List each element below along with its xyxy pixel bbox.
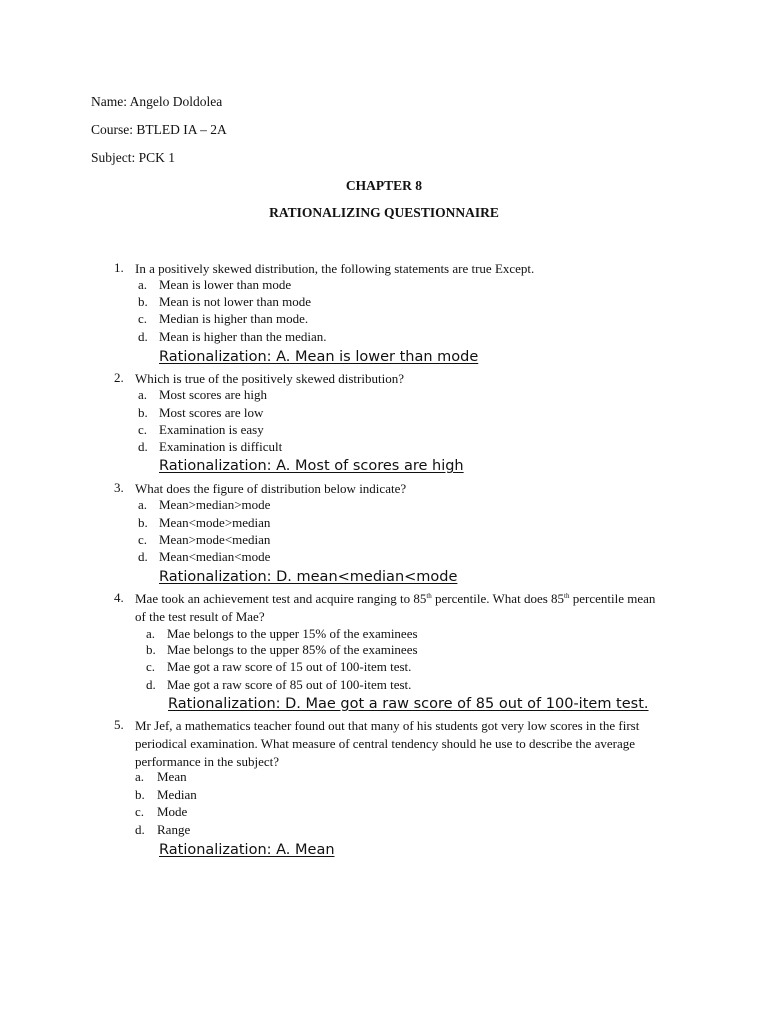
option-letter: b.	[138, 405, 148, 420]
question-text: Mr Jef, a mathematics teacher found out that many of his students got very low scores in the first periodical examination. What measure of central tendency should he use to describe the average performance in the subject?	[135, 718, 640, 769]
option-text: Most scores are high	[159, 387, 267, 402]
option-text: Mae belongs to the upper 85% of the examinees	[167, 642, 418, 657]
rationalization: Rationalization: A. Mean	[159, 842, 335, 858]
ordinal-suffix: th	[564, 592, 570, 600]
option-letter: d.	[138, 329, 148, 344]
option-text: Mode	[157, 804, 188, 819]
option-letter: a.	[138, 277, 148, 292]
option-letter: d.	[138, 439, 148, 454]
question-text: Which is true of the positively skewed distribution?	[135, 371, 404, 386]
chapter-heading: CHAPTER 8	[345, 178, 423, 193]
option-letter: b.	[146, 642, 156, 657]
option-text: Mean is not lower than mode	[159, 294, 311, 309]
option-text: Mean>mode<median	[159, 532, 271, 547]
option-text: Mean is lower than mode	[159, 277, 292, 292]
option-letter: c.	[135, 804, 145, 819]
ordinal-suffix: th	[426, 592, 432, 600]
option-letter: c.	[138, 532, 148, 547]
option-text: Mae got a raw score of 85 out of 100-item test.	[167, 677, 412, 692]
option-letter: b.	[135, 787, 145, 802]
option-text: Mean is higher than the median.	[159, 329, 327, 344]
option-text: Range	[157, 822, 191, 837]
option-text: Examination is difficult	[159, 439, 283, 454]
rationalization: Rationalization: A. Mean is lower than mode	[159, 349, 479, 365]
option-letter: c.	[138, 311, 148, 326]
subject-line: Subject: PCK 1	[91, 150, 176, 165]
rationalization: Rationalization: A. Most of scores are high	[159, 458, 464, 474]
option-letter: a.	[135, 769, 145, 784]
question-text-part: Mae took an achievement test and acquire ranging to 85	[135, 591, 427, 606]
course-line: Course: BTLED IA – 2A	[91, 122, 227, 137]
rationalization: Rationalization: D. Mae got a raw score of 85 out of 100-item test.	[168, 696, 649, 712]
option-text: Mae got a raw score of 15 out of 100-item test.	[167, 659, 412, 674]
document-title: RATIONALIZING QUESTIONNAIRE	[269, 205, 499, 220]
option-text: Most scores are low	[159, 405, 264, 420]
question-text-part: percentile mean of the test result of Mae?	[135, 591, 656, 624]
question-text-part: percentile. What does 85	[431, 591, 565, 606]
option-text: Median	[157, 787, 197, 802]
question-number: 3.	[114, 480, 124, 495]
option-text: Mae belongs to the upper 15% of the examinees	[167, 626, 418, 641]
option-text: Examination is easy	[159, 422, 264, 437]
option-letter: c.	[146, 659, 156, 674]
option-text: Mean<median<mode	[159, 549, 271, 564]
option-text: Median is higher than mode.	[159, 311, 309, 326]
option-text: Mean>median>mode	[159, 497, 271, 512]
option-text: Mean	[157, 769, 187, 784]
option-letter: c.	[138, 422, 148, 437]
question-text: In a positively skewed distribution, the following statements are true Except.	[135, 261, 535, 276]
option-letter: d.	[146, 677, 156, 692]
question-number: 4.	[114, 590, 124, 605]
option-letter: a.	[138, 497, 148, 512]
option-letter: b.	[138, 515, 148, 530]
question-number: 2.	[114, 370, 124, 385]
option-letter: a.	[138, 387, 148, 402]
question-number: 1.	[114, 260, 124, 275]
rationalization: Rationalization: D. mean<median<mode	[159, 569, 458, 585]
option-letter: a.	[146, 626, 156, 641]
question-text	[135, 590, 660, 626]
student-name: Name: Angelo Doldolea	[91, 94, 223, 109]
option-letter: b.	[138, 294, 148, 309]
option-text: Mean<mode>median	[159, 515, 271, 530]
question-text: What does the figure of distribution below indicate?	[135, 481, 407, 496]
option-letter: d.	[138, 549, 148, 564]
question-number: 5.	[114, 717, 124, 732]
option-letter: d.	[135, 822, 145, 837]
